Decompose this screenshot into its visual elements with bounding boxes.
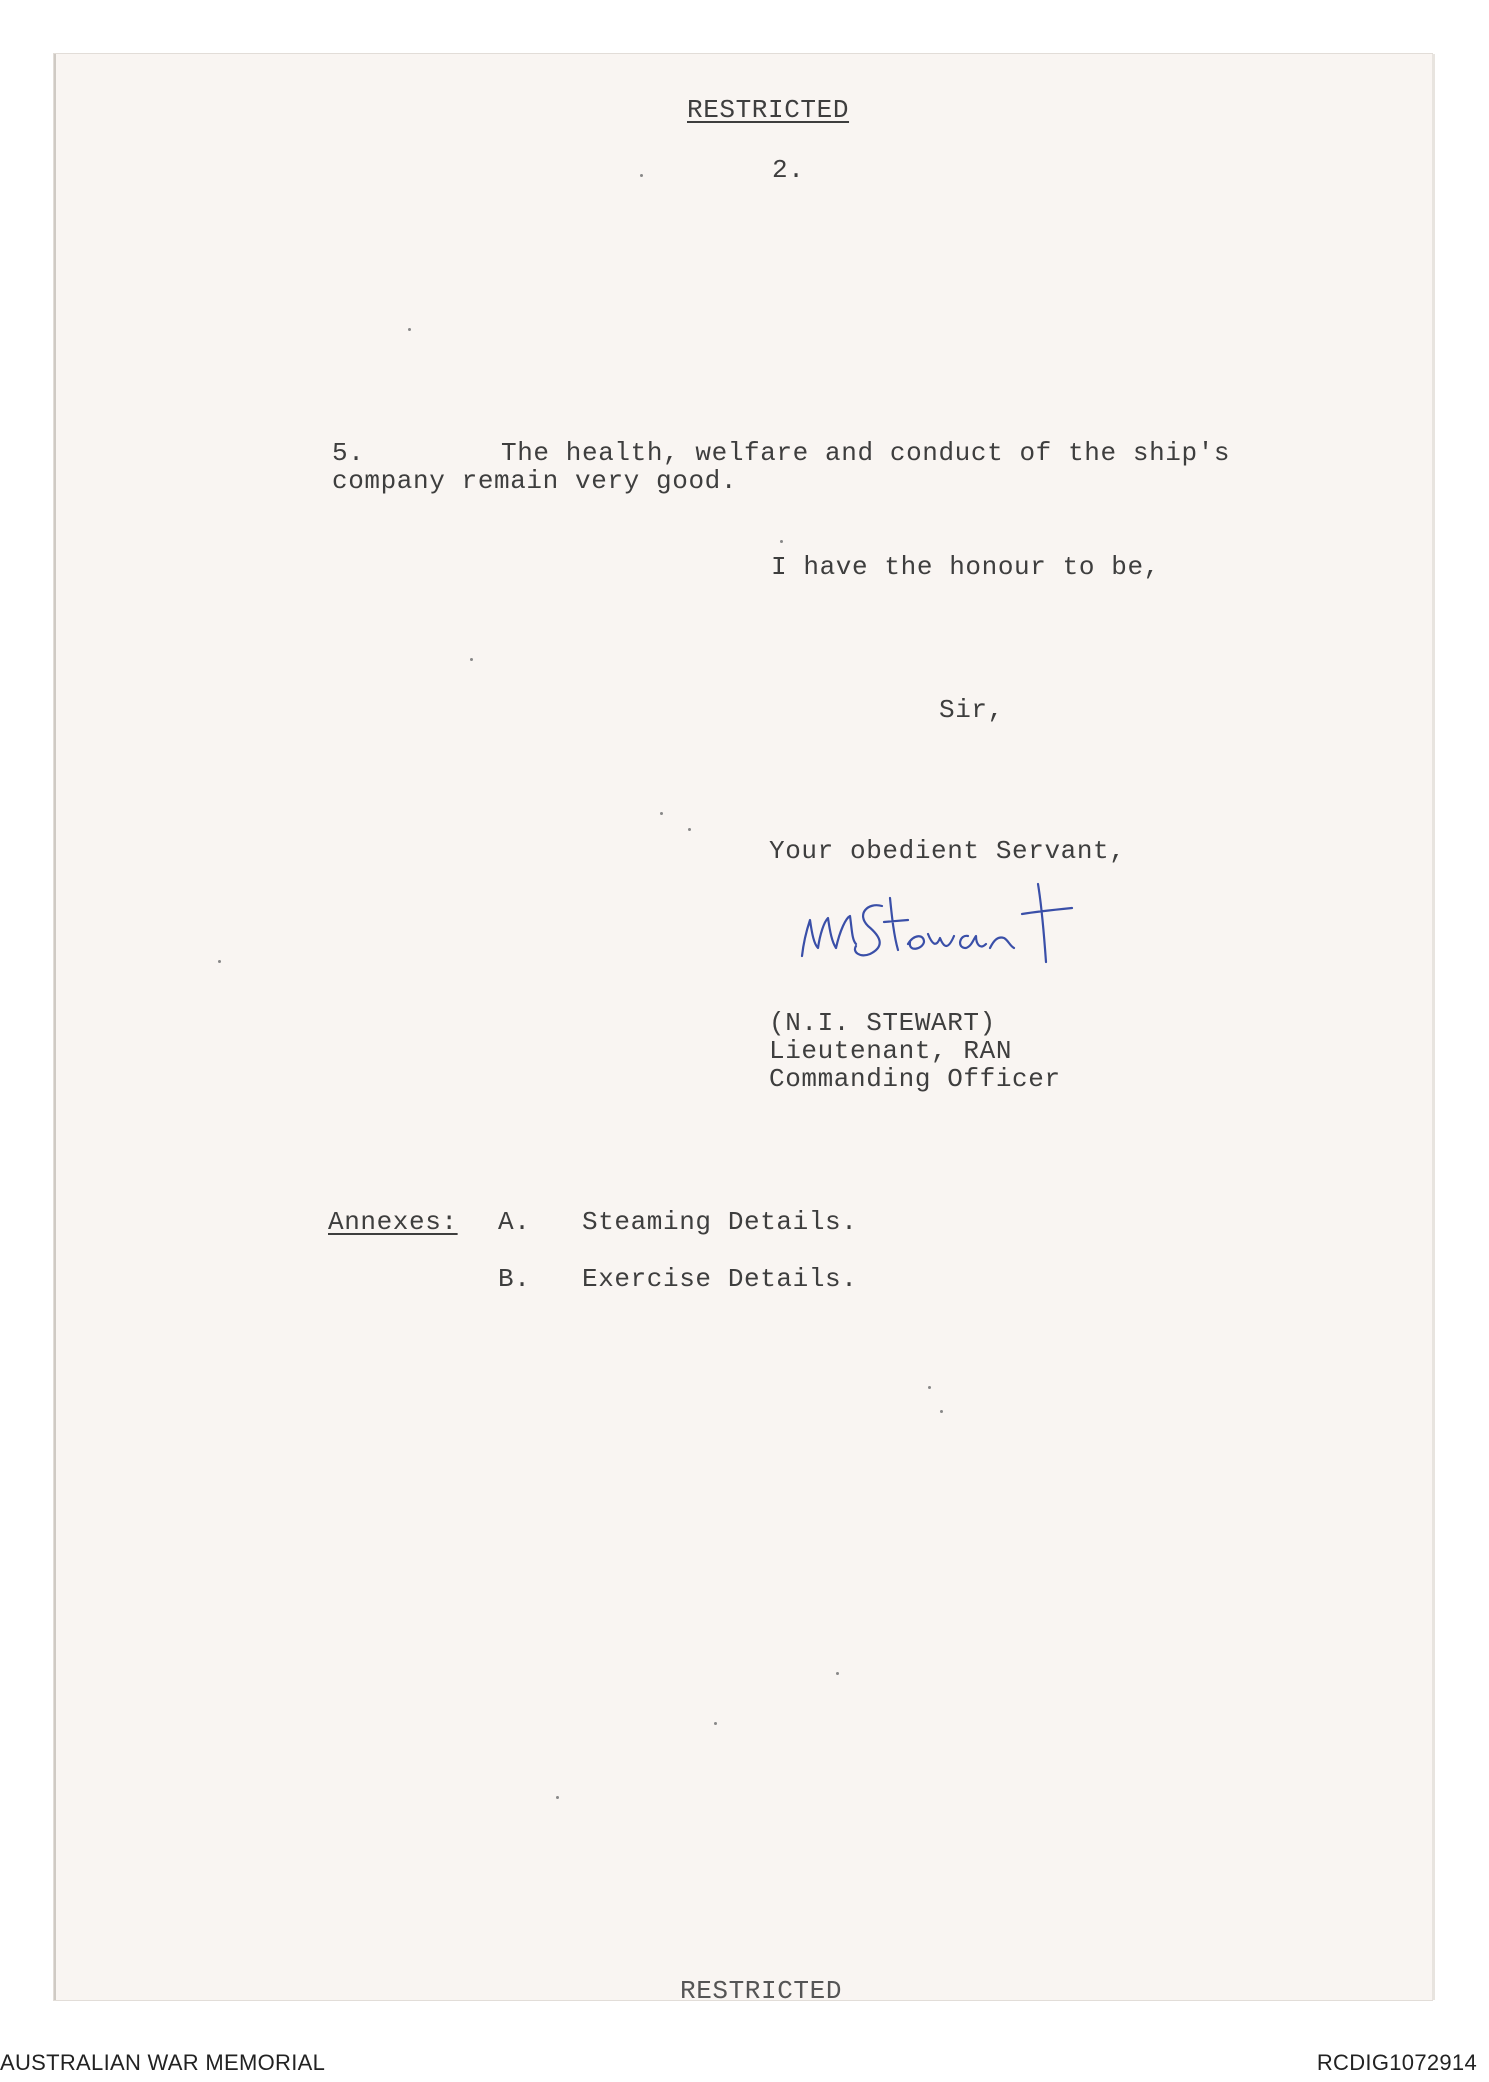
signatory-role: Commanding Officer	[769, 1064, 1061, 1094]
signature	[790, 878, 1080, 988]
closing-honour: I have the honour to be,	[771, 552, 1160, 582]
paper-speck	[640, 174, 643, 177]
header-classification: RESTRICTED	[687, 95, 850, 125]
annex-a-text: Steaming Details.	[582, 1207, 858, 1237]
annexes-label: Annexes:	[328, 1207, 458, 1237]
closing-servant: Your obedient Servant,	[769, 836, 1126, 866]
annex-a-letter: A.	[498, 1207, 531, 1237]
signatory-name: (N.I. STEWART)	[769, 1008, 996, 1038]
paper-speck	[660, 812, 663, 815]
footer-classification: RESTRICTED	[680, 1976, 843, 2006]
paragraph-5-line-2: company remain very good.	[332, 466, 738, 496]
paper-speck	[218, 960, 221, 963]
document-page	[54, 54, 1432, 2000]
paragraph-5-number: 5.	[332, 438, 365, 468]
signatory-rank: Lieutenant, RAN	[769, 1036, 1013, 1066]
paper-speck	[928, 1386, 931, 1389]
paragraph-5-line-1: The health, welfare and conduct of the ship's	[501, 438, 1231, 468]
paper-speck	[470, 658, 473, 661]
archive-id: RCDIG1072914	[1316, 2050, 1477, 2075]
salutation: Sir,	[939, 695, 1004, 725]
annex-b-text: Exercise Details.	[582, 1264, 858, 1294]
page-number: 2.	[772, 155, 805, 185]
paper-speck	[940, 1410, 943, 1413]
paper-speck	[408, 328, 411, 331]
paper-speck	[688, 828, 691, 831]
archive-name: AUSTRALIAN WAR MEMORIAL	[0, 2050, 326, 2075]
annex-b-letter: B.	[498, 1264, 531, 1294]
paper-speck	[780, 540, 783, 543]
paper-speck	[836, 1672, 839, 1675]
paper-speck	[714, 1722, 717, 1725]
paper-speck	[556, 1796, 559, 1799]
